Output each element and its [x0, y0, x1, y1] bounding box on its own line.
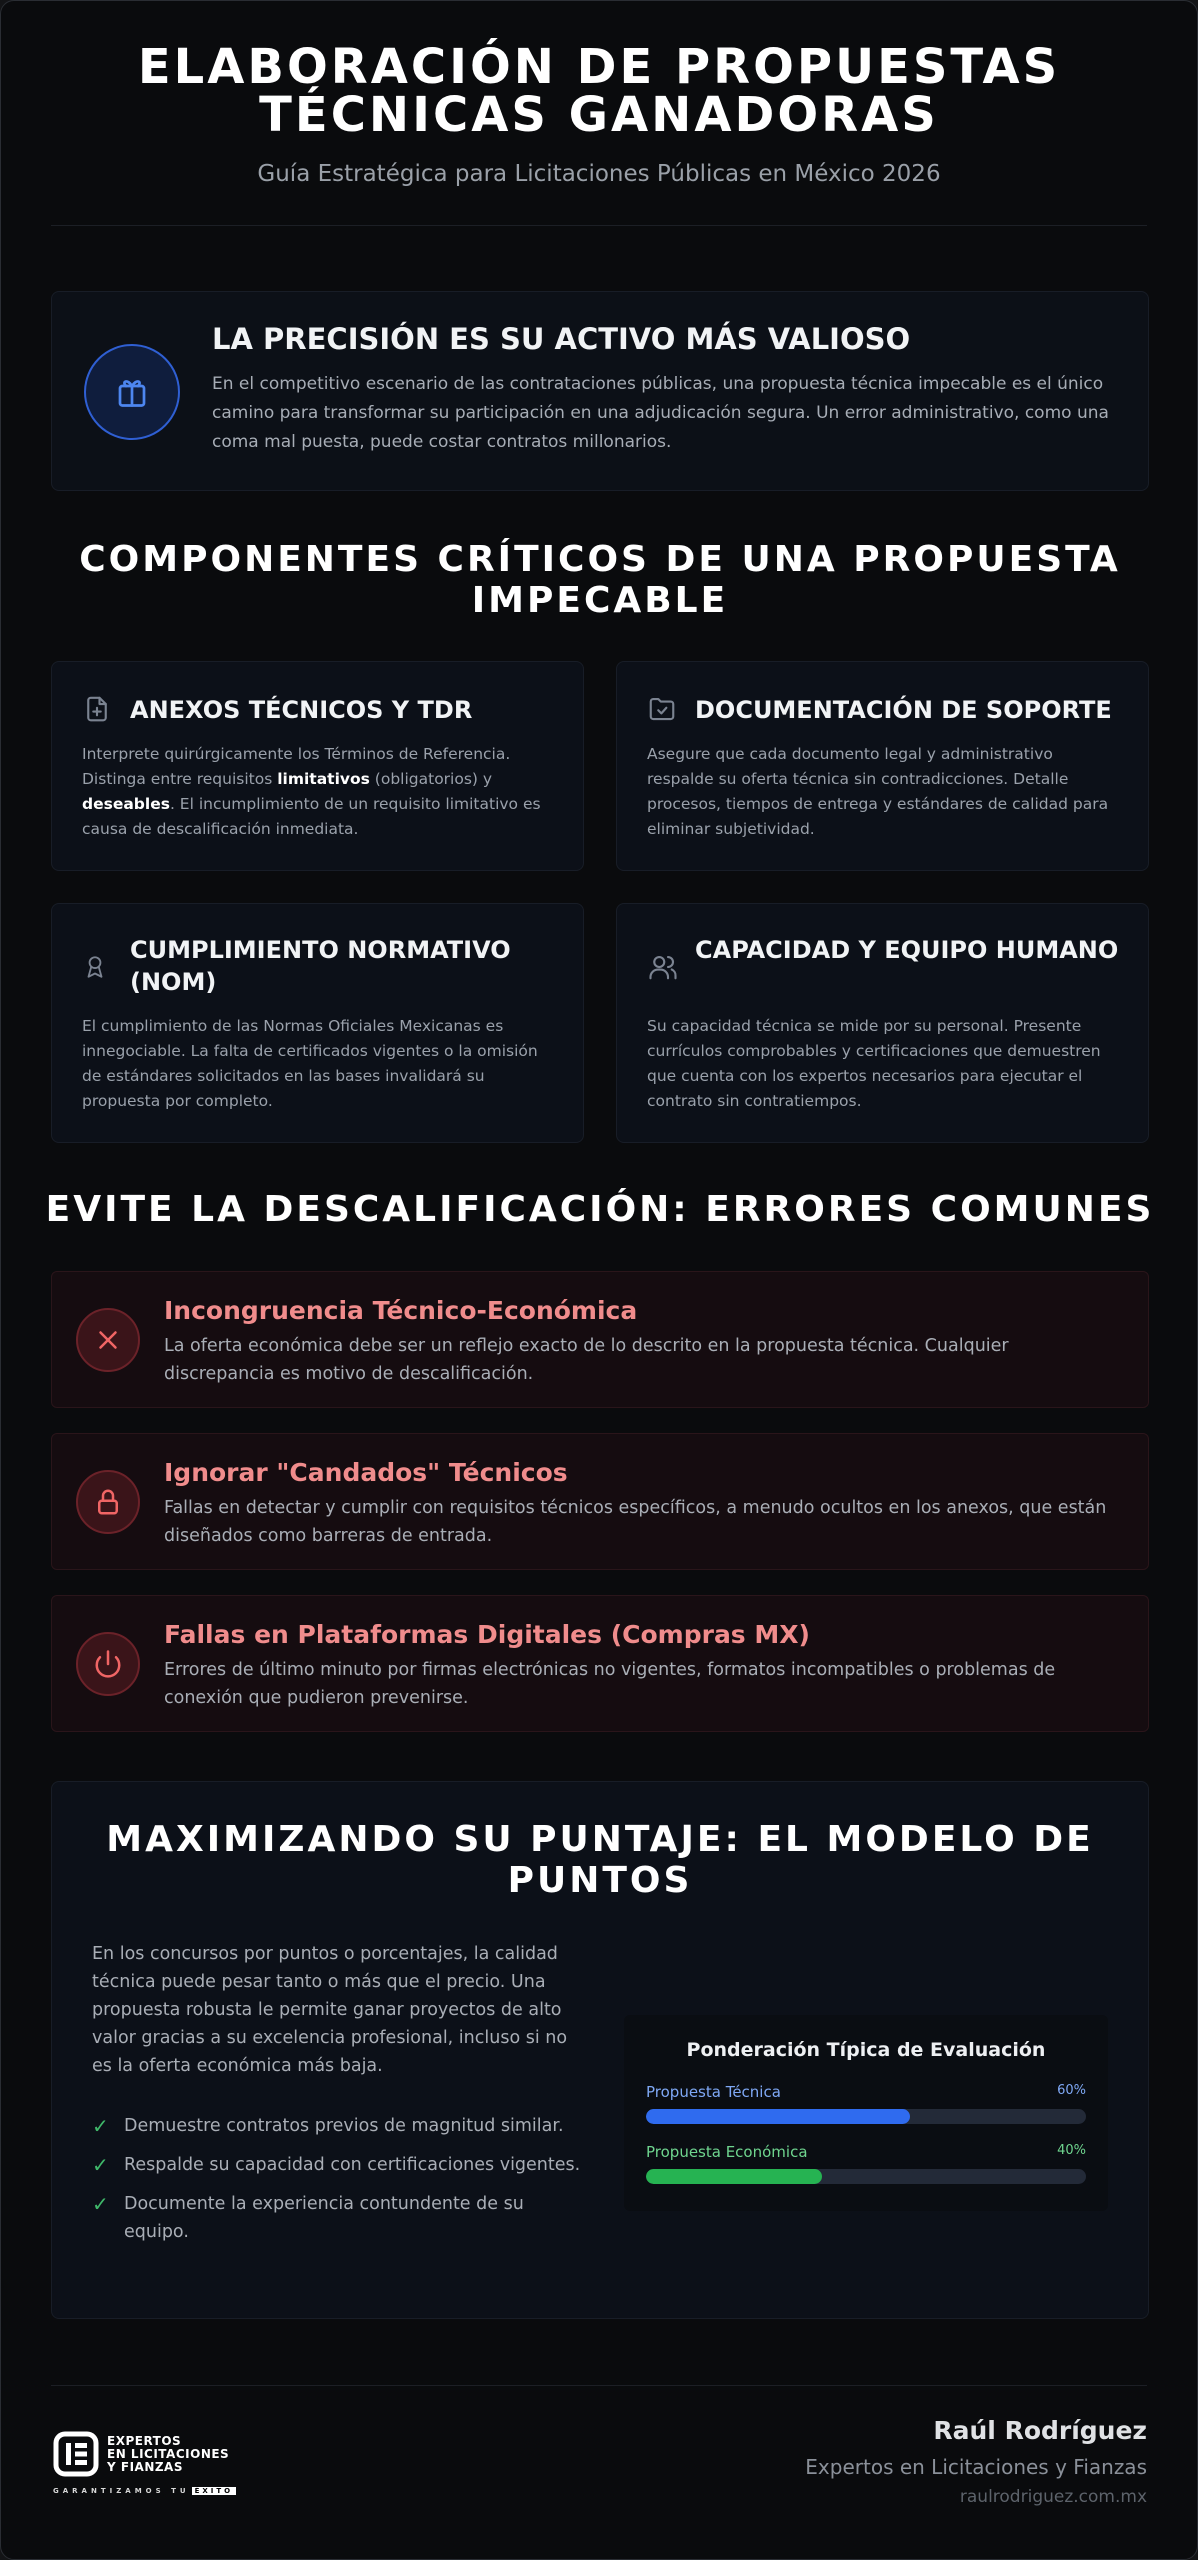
- checklist-item: [92, 2151, 592, 2179]
- users-icon: [647, 952, 677, 982]
- points-model-card: [51, 1781, 1149, 2319]
- component-text: Asegure que cada documento legal y administrativo respalde su oferta técnica sin contradicciones. Detalle procesos, tiempos de entrega y estándares de calidad para eliminar subjetividad.: [647, 745, 1109, 838]
- power-icon: [76, 1632, 140, 1696]
- logo-line1: EXPERTOS: [107, 2434, 182, 2448]
- bar-track-technical: [646, 2109, 1086, 2124]
- component-card-annexes: [51, 661, 584, 871]
- lock-icon: [76, 1470, 140, 1534]
- precision-title: LA PRECISIÓN ES SU ACTIVO MÁS VALIOSO: [212, 322, 911, 356]
- error-card-incongruence: [51, 1271, 1149, 1408]
- gift-icon: [84, 344, 180, 440]
- page-title: [1, 39, 1197, 143]
- component-text: [82, 742, 552, 842]
- error-text: Errores de último minuto por firmas electrónicas no vigentes, formatos incompatibles o problemas de conexión que pudieron prevenirse.: [164, 1660, 1056, 1708]
- error-title: Ignorar "Candados" Técnicos: [164, 1458, 568, 1487]
- checklist-item: [92, 2112, 592, 2140]
- bar-track-economic: [646, 2169, 1086, 2184]
- page-title-line1: ELABORACIÓN DE PROPUESTAS: [137, 39, 1061, 95]
- checklist: [92, 2112, 592, 2257]
- component-title: CAPACIDAD Y EQUIPO HUMANO: [695, 936, 1119, 964]
- bold-term-deseables: deseables: [82, 795, 170, 813]
- component-card-team: [616, 903, 1149, 1143]
- bar-percent-technical: 60%: [1057, 2083, 1086, 2098]
- logo-tagline-text: GARANTIZAMOS TU: [53, 2487, 190, 2495]
- bar-label-technical: Propuesta Técnica: [646, 2083, 781, 2101]
- component-title: ANEXOS TÉCNICOS Y TDR: [130, 696, 473, 724]
- error-title: Incongruencia Técnico-Económica: [164, 1296, 638, 1325]
- component-title: CUMPLIMIENTO NORMATIVO (NOM): [130, 936, 511, 996]
- model-text: En los concursos por puntos o porcentajes, la calidad técnica puede pesar tanto o más que el precio. Una propuesta robusta le permite ganar proyectos de alto valor gracias a su excelencia profesional, incluso si no es la oferta económica más baja.: [92, 1944, 568, 2076]
- model-title-line1: MAXIMIZANDO SU PUNTAJE: EL MODELO DE: [106, 1819, 1094, 1860]
- author-name: Raúl Rodríguez: [933, 2416, 1147, 2445]
- check-icon: ✓: [92, 2114, 109, 2138]
- precision-text: En el competitivo escenario de las contrataciones públicas, una propuesta técnica impecable es el único camino para transformar su participación en una adjudicación segura. Un error administrativo, como una coma mal puesta, puede costar contratos millonarios.: [212, 374, 1109, 452]
- footer-divider: [51, 2385, 1147, 2386]
- components-title-line1: COMPONENTES CRÍTICOS DE UNA PROPUESTA: [79, 539, 1121, 580]
- folder-check-icon: [647, 694, 677, 724]
- error-card-platforms: [51, 1595, 1149, 1732]
- model-title-line2: PUNTOS: [507, 1860, 693, 1901]
- error-title: Fallas en Plataformas Digitales (Compras MX): [164, 1620, 810, 1649]
- components-title-line2: IMPECABLE: [471, 580, 729, 621]
- component-card-nom: [51, 903, 584, 1143]
- component-text: Su capacidad técnica se mide por su personal. Presente currículos comprobables y certificaciones que demuestren que cuenta con los expertos necesarios para ejecutar el contrato sin contratiempos.: [647, 1017, 1101, 1110]
- logo-line2: EN LICITACIONES: [107, 2447, 230, 2461]
- logo-tagline: [53, 2487, 236, 2495]
- components-section-title: [1, 539, 1198, 621]
- checklist-item-text: Respalde su capacidad con certificaciones vigentes.: [124, 2155, 581, 2175]
- bar-label-economic: Propuesta Económica: [646, 2143, 808, 2161]
- bold-term-limitativos: limitativos: [277, 770, 370, 788]
- author-organization: Expertos en Licitaciones y Fianzas: [805, 2455, 1147, 2479]
- text-segment: (obligatorios) y: [369, 770, 493, 788]
- website-link[interactable]: raulrodriguez.com.mx: [959, 2487, 1147, 2507]
- model-title: [52, 1819, 1148, 1901]
- weighting-title: Ponderación Típica de Evaluación: [686, 2039, 1046, 2061]
- component-title: DOCUMENTACIÓN DE SOPORTE: [695, 696, 1112, 724]
- text-segment: . El incumplimiento de un requisito limitativo es causa de descalificación inmediata.: [82, 795, 541, 838]
- bar-percent-economic: 40%: [1057, 2143, 1086, 2158]
- check-icon: ✓: [92, 2192, 109, 2216]
- component-card-documentation: [616, 661, 1149, 871]
- error-card-locks: [51, 1433, 1149, 1570]
- check-icon: ✓: [92, 2153, 109, 2177]
- logo-tagline-highlight: ÉXITO: [192, 2487, 237, 2495]
- component-text: El cumplimiento de las Normas Oficiales Mexicanas es innegociable. La falta de certificados vigentes o la omisión de estándares solicitados en las bases invalidará su propuesta por completo.: [82, 1017, 538, 1110]
- error-text: La oferta económica debe ser un reflejo exacto de lo descrito en la propuesta técnica. Cualquier discrepancia es motivo de descalificación.: [164, 1336, 1009, 1384]
- checklist-item-text: Demuestre contratos previos de magnitud similar.: [124, 2116, 564, 2136]
- file-plus-icon: [82, 694, 112, 724]
- company-logo: [51, 2431, 251, 2501]
- checklist-item: [92, 2190, 592, 2246]
- bar-fill-economic: [646, 2169, 822, 2184]
- weighting-panel: [624, 2015, 1108, 2211]
- page-title-line2: TÉCNICAS GANADORAS: [259, 87, 939, 143]
- page-subtitle: Guía Estratégica para Licitaciones Públicas en México 2026: [257, 161, 941, 187]
- bar-fill-technical: [646, 2109, 910, 2124]
- errors-section-title: EVITE LA DESCALIFICACIÓN: ERRORES COMUNES: [45, 1189, 1155, 1230]
- x-icon: [76, 1308, 140, 1372]
- error-text: Fallas en detectar y cumplir con requisitos técnicos específicos, a menudo ocultos en los anexos, que están diseñados como barreras de entrada.: [164, 1498, 1107, 1546]
- checklist-item-text: Documente la experiencia contundente de su equipo.: [124, 2194, 524, 2242]
- precision-card: [51, 291, 1149, 491]
- text-segment: Interprete quirúrgicamente los Términos de Referencia. Distinga entre requisitos: [82, 745, 511, 788]
- header-divider: [51, 225, 1147, 226]
- logo-mark-icon: [53, 2431, 99, 2477]
- logo-line3: Y FIANZAS: [107, 2460, 183, 2474]
- award-icon: [82, 952, 112, 982]
